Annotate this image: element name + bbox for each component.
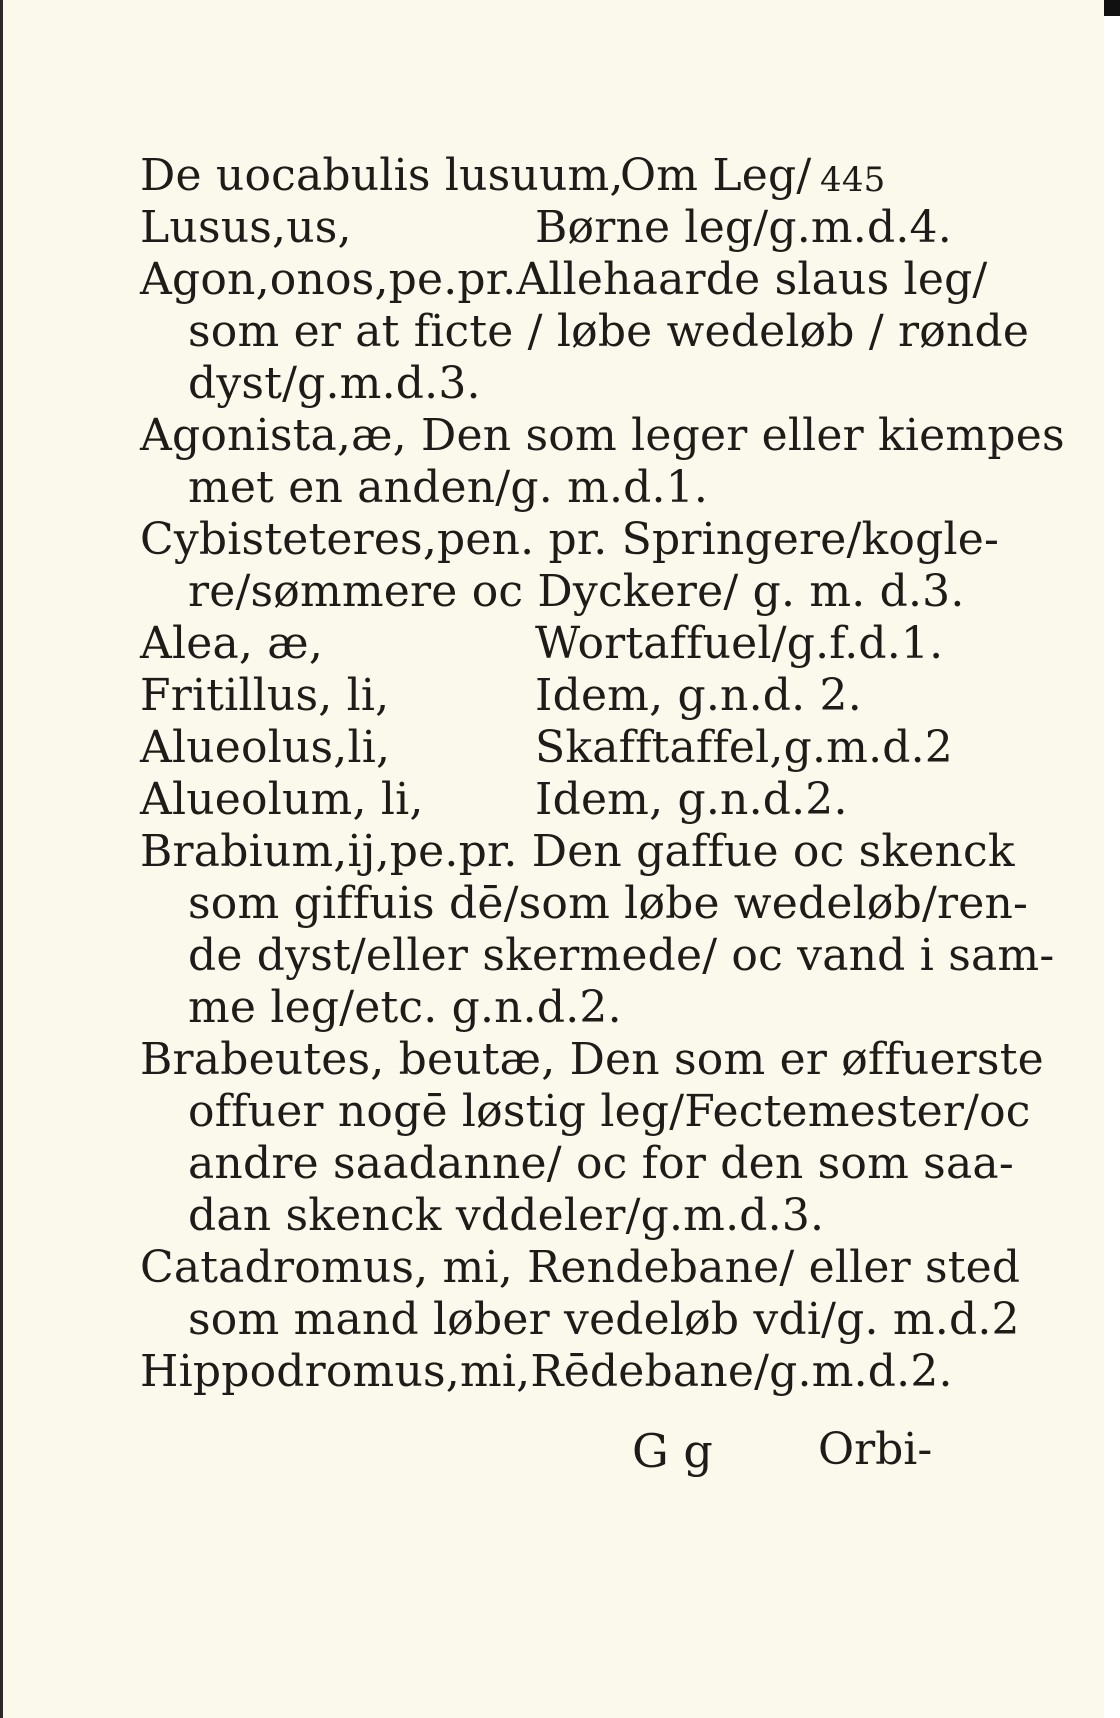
entry-line xyxy=(140,410,1065,462)
entry-text: Hippodromus,mi,Rēdebane/g.m.d.2. xyxy=(140,1346,953,1397)
entry-line xyxy=(188,1086,1031,1138)
entry-text: andre saadanne/ oc for den som saa- xyxy=(188,1138,1014,1189)
entry-text: som giffuis dē/som løbe wedeløb/ren- xyxy=(188,878,1029,929)
entry-line xyxy=(188,930,1054,982)
entry-text: som mand løber vedeløb vdi/g. m.d.2 xyxy=(188,1294,1020,1345)
entry-line xyxy=(140,514,999,566)
entry-text: Cybisteteres,pen. pr. Springere/kogle- xyxy=(140,514,1000,565)
entry-text: de dyst/eller skermede/ oc vand i sam- xyxy=(188,930,1055,981)
entry-line xyxy=(140,1346,953,1398)
entry-line xyxy=(188,566,965,618)
entry-text: dan skenck vddeler/g.m.d.3. xyxy=(188,1190,825,1241)
entry-text: som er at ficte / løbe wedeløb / rønde xyxy=(188,306,1030,357)
entry-text: Agonista,æ, Den som leger eller kiempes xyxy=(140,410,1065,461)
entry-text: Alueolum, li, xyxy=(140,774,424,825)
entry-line xyxy=(140,826,1015,878)
entry-line xyxy=(188,462,708,514)
entry-text: Agon,onos,pe.pr.Allehaarde slaus leg/ xyxy=(140,254,988,305)
entry-definition: Børne leg/g.m.d.4. xyxy=(535,202,952,253)
entry-line xyxy=(140,1034,1044,1086)
entry-definition: Idem, g.n.d. 2. xyxy=(535,670,862,721)
entry-line xyxy=(140,722,953,774)
entry-text: offuer nogē løstig leg/Fectemester/oc xyxy=(188,1086,1031,1137)
entry-text: Brabium,ij,pe.pr. Den gaffue oc skenck xyxy=(140,826,1015,877)
entry-text: re/sømmere oc Dyckere/ g. m. d.3. xyxy=(188,566,965,617)
entry-line xyxy=(140,618,944,670)
entry-line xyxy=(188,306,1029,358)
entry-definition: Idem, g.n.d.2. xyxy=(535,774,848,825)
entry-definition: Skafftaffel,g.m.d.2 xyxy=(535,722,953,773)
entry-text: Brabeutes, beutæ, Den som er øffuerste xyxy=(140,1034,1044,1085)
entry-line xyxy=(188,878,1028,930)
entry-line xyxy=(188,982,622,1034)
entry-definition: Wortaffuel/g.f.d.1. xyxy=(535,618,944,669)
entry-line xyxy=(188,1138,1014,1190)
scan-margin xyxy=(1104,0,1120,1718)
page-edge-shadow xyxy=(0,0,3,1718)
entry-line xyxy=(188,358,481,410)
catchword: Orbi- xyxy=(818,1424,933,1475)
entry-text: met en anden/g. m.d.1. xyxy=(188,462,709,513)
signature-mark: G g xyxy=(632,1424,713,1478)
entry-line xyxy=(188,1190,824,1242)
entry-line xyxy=(140,670,862,722)
entry-line xyxy=(140,774,848,826)
scan-corner-mark xyxy=(1104,0,1120,16)
entry-line xyxy=(140,254,987,306)
running-head xyxy=(140,150,886,202)
section-title: Om Leg/ xyxy=(620,150,812,201)
entry-text: Alea, æ, xyxy=(140,618,324,669)
entry-line xyxy=(140,1242,1020,1294)
running-title: De uocabulis lusuum, xyxy=(140,150,624,201)
entry-text: dyst/g.m.d.3. xyxy=(188,358,481,409)
page-number: 445 xyxy=(820,160,886,200)
entry-text: Alueolus,li, xyxy=(140,722,391,773)
entry-text: Fritillus, li, xyxy=(140,670,390,721)
entry-text: Catadromus, mi, Rendebane/ eller sted xyxy=(140,1242,1021,1293)
entry-line xyxy=(140,202,952,254)
entry-line xyxy=(188,1294,1020,1346)
entry-text: me leg/etc. g.n.d.2. xyxy=(188,982,622,1033)
entry-text: Lusus,us, xyxy=(140,202,352,253)
